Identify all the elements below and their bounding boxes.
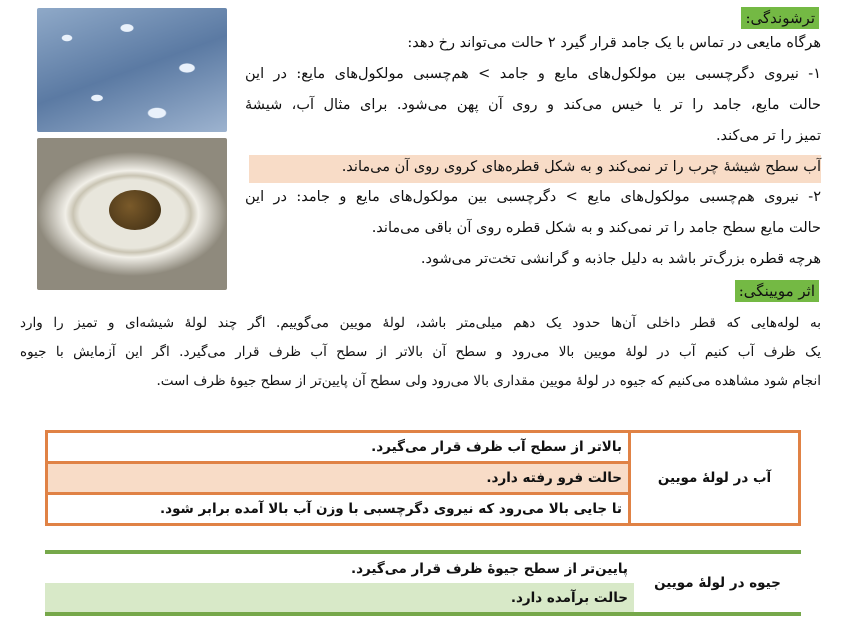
table-cell: پایین‌تر از سطح جیوهٔ ظرف قرار می‌گیرد. [350,560,628,577]
wetting-highlight: آب سطح شیشهٔ چرب را تر نمی‌کند و به شکل قطره‌های کروی روی آن می‌ماند. [341,159,821,175]
capillary-heading: اثر مویینگی: [735,280,819,302]
case2-line2: حالت مایع سطح جامد را تر نمی‌کند و به شکل قطره روی آن باقی می‌ماند. [371,220,821,236]
capillary-line2: یک ظرف آب کنیم آب در لولهٔ مویین بالا می‌رود و سطح آن بالاتر از سطح آب ظرف قرار می‌گیرد. اگر این آزمایش با جیوه [20,344,821,360]
table-cell: حالت برآمده دارد. [45,583,634,614]
table-cell: تا جایی بالا می‌رود که نیروی دگرچسبی با وزن آب بالا آمده برابر شود. [47,494,630,525]
table-row [45,552,801,583]
water-capillary-table [45,430,801,526]
table-cell: حالت فرو رفته دارد. [47,463,630,494]
mercury-table-head: جیوه در لولهٔ مویین [634,552,801,614]
droplet-in-dish-image [37,138,227,290]
wetting-heading: ترشوندگی: [741,7,819,29]
case1-line3: تمیز را تر می‌کند. [715,128,821,144]
case2-line1: ۲- نیروی هم‌چسبی مولکول‌های مایع > دگرچسبی بین مولکول‌های مایع و جامد: در این [245,189,821,205]
mercury-capillary-table [45,550,801,616]
table-cell: بالاتر از سطح آب ظرف قرار می‌گیرد. [47,432,630,463]
droplet [109,190,161,230]
water-table-head: آب در لولهٔ مویین [630,432,800,525]
wetting-intro: هرگاه مایعی در تماس با یک جامد قرار گیرد ۲ حالت می‌تواند رخ دهد: [407,35,821,51]
case1-line1: ۱- نیروی دگرچسبی بین مولکول‌های مایع و جامد > هم‌چسبی مولکول‌های مایع: در این [245,66,821,82]
table-row [47,432,800,463]
capillary-line1: به لوله‌هایی که قطر داخلی آن‌ها حدود یک دهم میلی‌متر باشد، لولهٔ مویین می‌گوییم. اگر چند لولهٔ شیشه‌ای و تمیز را وارد [20,315,821,331]
case1-line2: حالت مایع، جامد را تر یا خیس می‌کند و روی آن پهن می‌شود. برای مثال آب، شیشهٔ [245,97,821,113]
wetting-note: هرچه قطره بزرگ‌تر باشد به دلیل جاذبه و گرانشی تخت‌تر می‌شود. [420,251,821,267]
water-droplets-on-glass-image [37,8,227,132]
capillary-line3: انجام شود مشاهده می‌کنیم که جیوه در لولهٔ مویین مقداری بالا می‌رود ولی سطح آن پایین‌تر از سطح جیوهٔ ظرف است. [156,373,821,389]
